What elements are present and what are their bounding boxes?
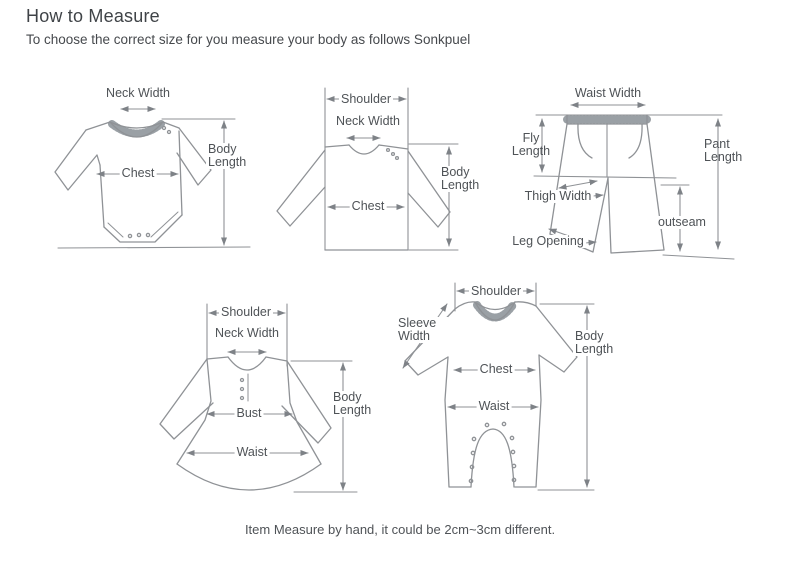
label-romper-shoulder: Shoulder <box>470 284 522 298</box>
label-bodysuit-chest: Chest <box>121 166 155 180</box>
label-shorts-waist-width: Waist Width <box>574 86 642 100</box>
label-bodysuit-body-length: Body Length <box>206 143 260 169</box>
label-shorts-fly-length: Fly Length <box>511 131 551 158</box>
label-shorts-thigh-width: Thigh Width <box>524 189 592 203</box>
footer-note: Item Measure by hand, it could be 2cm~3cm different. <box>244 522 556 537</box>
page-title: How to Measure <box>26 6 160 26</box>
label-bodysuit-neck-width: Neck Width <box>106 86 170 100</box>
label-shorts-pant-length: Pant Length <box>704 137 743 164</box>
label-dress-bust: Bust <box>236 406 262 420</box>
label-dress-body-length: Body Length <box>331 391 387 417</box>
label-shirt-neck-width: Neck Width <box>336 114 400 128</box>
label-dress-waist: Waist <box>236 445 268 459</box>
label-romper-chest: Chest <box>479 362 513 376</box>
label-romper-body-length: Body Length <box>573 330 629 356</box>
label-shirt-body-length: Body Length <box>439 166 495 192</box>
shirt-drawing <box>277 88 458 250</box>
label-romper-sleeve-width: Sleeve Width <box>396 317 448 343</box>
romper-drawing <box>403 283 594 490</box>
label-dress-neck-width: Neck Width <box>215 326 279 340</box>
label-shirt-chest: Chest <box>351 199 385 213</box>
label-shirt-shoulder: Shoulder <box>340 92 392 106</box>
label-shorts-outseam: outseam <box>658 215 706 229</box>
label-romper-waist: Waist <box>478 399 510 413</box>
label-dress-shoulder: Shoulder <box>220 305 272 319</box>
label-shorts-leg-opening: Leg Opening <box>512 234 584 248</box>
page-subtitle: To choose the correct size for you measure your body as follows Sonkpuel <box>26 32 471 47</box>
